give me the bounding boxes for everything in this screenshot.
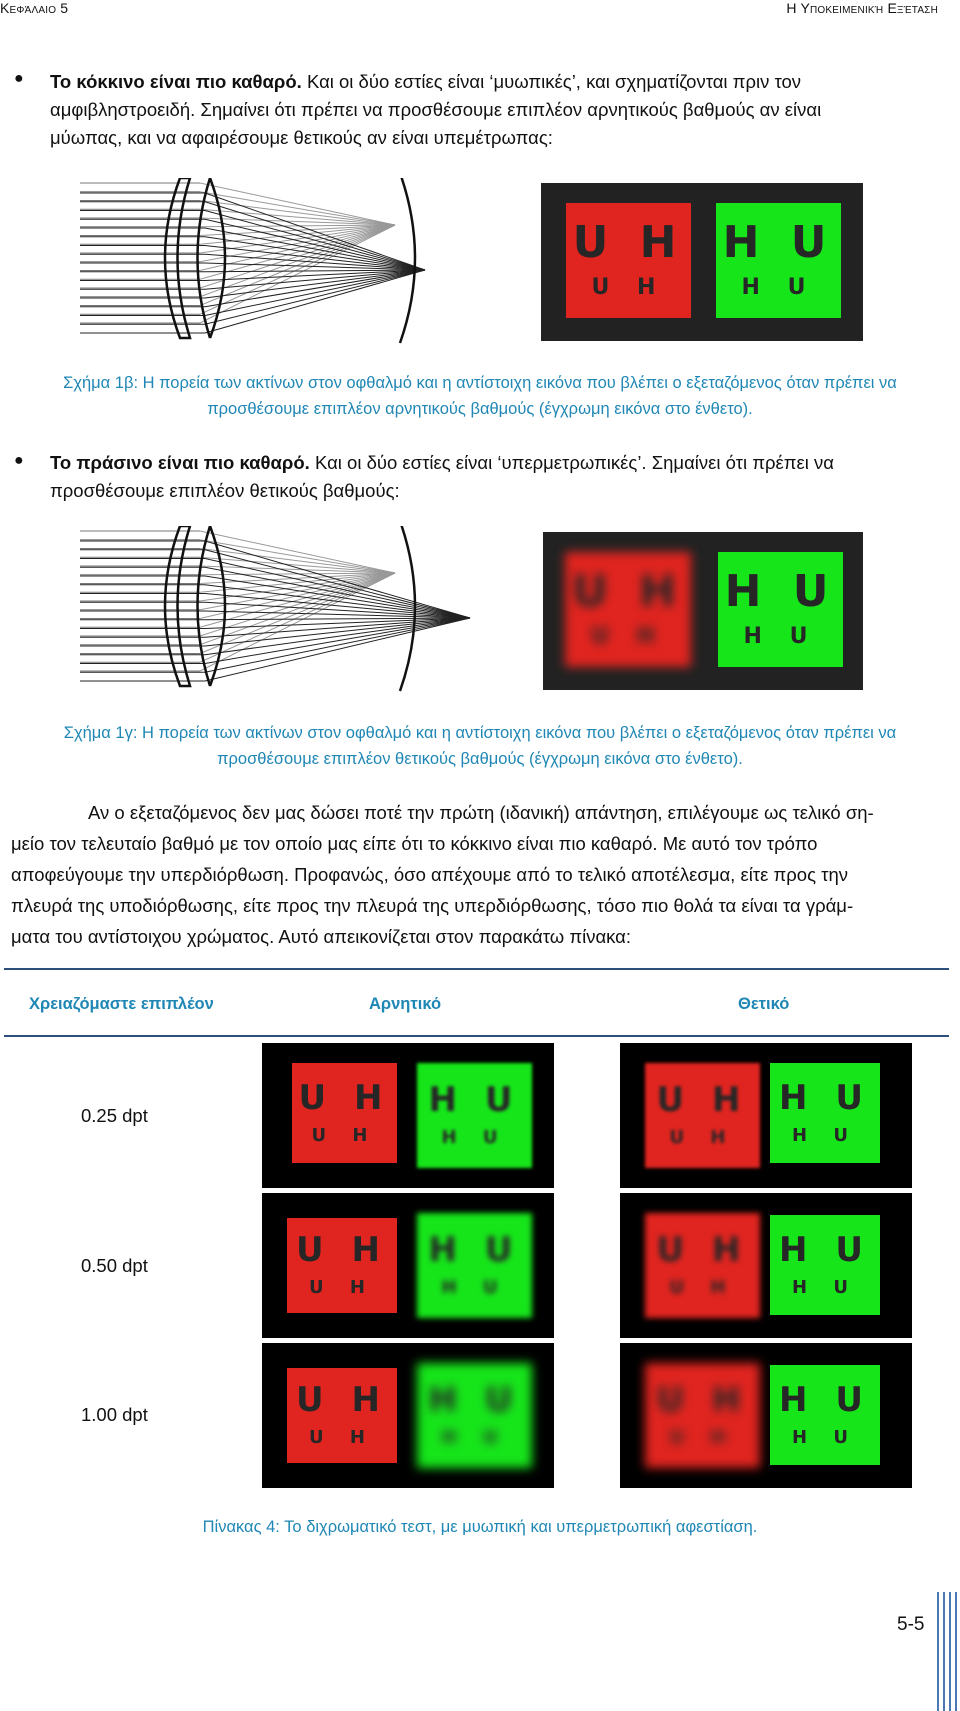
red-big-letters: U H — [656, 1230, 749, 1270]
table-header-rule — [4, 1035, 949, 1037]
body-paragraph — [11, 797, 941, 952]
body-line: μείο τον τελευταίο βαθμό με τον οποίο μας είπε ότι το κόκκινο είναι πιο καθαρό. Με αυτό τον τρόπο — [11, 833, 818, 854]
bullet-2-line1: Και οι δύο εστίες είναι ‘υπερμετρωπικές’. Σημαίνει ότι πρέπει να — [309, 452, 834, 473]
red-big-letters: U H — [296, 1380, 388, 1420]
green-big-letters: H U — [428, 1380, 521, 1420]
green-big-letters: H U — [428, 1080, 521, 1120]
red-small-letters: U H — [309, 1277, 375, 1298]
bullet-1-line3: μύωπας, και να αφαιρέσουμε θετικούς αν είναι υπεμέτρωπας: — [50, 127, 553, 148]
green-square — [716, 203, 841, 318]
row-label-050: 0.50 dpt — [81, 1255, 148, 1276]
margin-bar — [937, 1592, 939, 1711]
red-big-letters: U H — [298, 1077, 391, 1118]
green-square-blurred — [417, 1213, 532, 1318]
table-caption: Πίνακας 4: Το διχρωματικό τεστ, με μυωπική και υπερμετρωπική αφεστίαση. — [202, 1518, 758, 1536]
figure-1-caption-line1: Σχήμα 1β: Η πορεία των ακτίνων στον οφθαλμό και η αντίστοιχη εικόνα που βλέπει ο εξεταζόμενος όταν πρέπει να — [63, 374, 897, 392]
figure-2-caption-line1: Σχήμα 1γ: Η πορεία των ακτίνων στον οφθαλμό και η αντίστοιχη εικόνα που βλέπει ο εξεταζόμενος όταν πρέπει να — [63, 724, 897, 742]
red-small-letters: U H — [669, 1127, 736, 1148]
chart-positive-025 — [620, 1043, 912, 1188]
ray-diagram-myopic — [80, 178, 470, 350]
margin-bar — [943, 1592, 945, 1711]
green-big-letters: H U — [428, 1230, 521, 1270]
red-square — [566, 203, 691, 318]
chart-positive-100 — [620, 1343, 912, 1488]
green-square-blurred — [417, 1363, 532, 1468]
green-big-letters: H U — [779, 1379, 871, 1420]
bullet-2-bold: Το πράσινο είναι πιο καθαρό. — [50, 452, 310, 473]
green-big-letters: H U — [722, 217, 835, 268]
red-small-letters: U H — [309, 1427, 375, 1448]
figure-1-caption-line2: προσθέσουμε επιπλέον αρνητικούς βαθμούς (έγχρωμη εικόνα στο ένθετο). — [207, 400, 753, 418]
bullet-2-text — [50, 449, 930, 505]
body-line: πλευρά της υποδιόρθωσης, είτε προς την πλευρά της υπερδιόρθωσης, τόσο πιο θολά τα είναι τα γράμ- — [11, 895, 854, 916]
bullet-1-text — [50, 68, 930, 152]
red-small-letters: U H — [669, 1277, 736, 1298]
figure-1-caption — [0, 370, 960, 422]
body-line: ματα του αντίστοιχου χρώματος. Αυτό απεικονίζεται στον παρακάτω πίνακα: — [11, 926, 632, 947]
green-small-letters: H U — [792, 1276, 858, 1298]
red-square — [287, 1368, 397, 1463]
green-square — [770, 1063, 880, 1163]
red-big-letters: U H — [296, 1230, 388, 1270]
red-square-blurred — [645, 1213, 760, 1318]
chart-negative-050 — [262, 1193, 554, 1338]
table-header-negative: Αρνητικό — [369, 995, 442, 1013]
green-big-letters: H U — [779, 1229, 871, 1270]
running-header-left: Κεφάλαιο 5 — [0, 0, 69, 16]
red-square-blurred — [645, 1063, 760, 1168]
green-small-letters: H U — [792, 1124, 858, 1146]
green-square — [770, 1215, 880, 1315]
figure-2-caption-line2: προσθέσουμε επιπλέον θετικούς βαθμούς (έγχρωμη εικόνα στο ένθετο). — [217, 750, 743, 768]
green-small-letters: H U — [441, 1127, 508, 1148]
green-small-letters: H U — [743, 624, 818, 649]
bullet-2-line2: προσθέσουμε επιπλέον θετικούς βαθμούς: — [50, 480, 400, 501]
margin-bar — [949, 1592, 951, 1711]
row-label-025: 0.25 dpt — [81, 1105, 148, 1126]
red-big-letters: U H — [656, 1380, 749, 1420]
red-small-letters: U H — [591, 624, 665, 649]
bullet-1-line1: Και οι δύο εστίες είναι ‘μυωπικές’, και σχηματίζονται πριν τον — [301, 71, 802, 92]
green-big-letters: H U — [779, 1077, 871, 1118]
ray-diagram-hyperopic — [80, 526, 520, 696]
red-square-blurred — [645, 1363, 760, 1468]
green-small-letters: H U — [441, 1277, 508, 1298]
red-big-letters: U H — [572, 566, 684, 617]
red-small-letters: U H — [591, 275, 666, 300]
table-top-rule — [4, 968, 949, 970]
figure-2-caption — [0, 720, 960, 772]
chart-panel-myopic — [541, 183, 863, 341]
chart-negative-025 — [262, 1043, 554, 1188]
bullet-marker: ● — [14, 452, 24, 469]
running-header-right: Η Υποκειμενική Εξέταση — [786, 0, 938, 16]
chart-positive-050 — [620, 1193, 912, 1338]
red-big-letters: U H — [656, 1080, 749, 1120]
red-square-blurred — [565, 552, 691, 667]
chart-negative-100 — [262, 1343, 554, 1488]
row-label-100: 1.00 dpt — [81, 1404, 148, 1425]
red-big-letters: U H — [572, 217, 685, 268]
green-small-letters: H U — [741, 275, 816, 300]
bullet-marker: ● — [14, 70, 24, 87]
bullet-1-line2: αμφιβληστροειδή. Σημαίνει ότι πρέπει να προσθέσουμε επιπλέον αρνητικούς βαθμούς αν είναι — [50, 99, 822, 120]
green-small-letters: H U — [792, 1426, 858, 1448]
margin-bar — [955, 1592, 957, 1711]
green-square — [770, 1365, 880, 1465]
green-big-letters: H U — [724, 566, 837, 617]
green-small-letters: H U — [441, 1427, 508, 1448]
body-line: Αν ο εξεταζόμενος δεν μας δώσει ποτέ την πρώτη (ιδανική) απάντηση, επιλέγουμε ως τελικό ση- — [88, 802, 874, 823]
table-header-label: Χρειαζόμαστε επιπλέον — [29, 995, 214, 1013]
red-square — [287, 1218, 397, 1313]
table-header-positive: Θετικό — [738, 995, 790, 1013]
page-number: 5-5 — [897, 1614, 925, 1635]
green-square — [718, 552, 843, 667]
chart-panel-hyperopic — [543, 532, 863, 690]
bullet-1-bold: Το κόκκινο είναι πιο καθαρό. — [50, 71, 302, 92]
body-line: αποφεύγουμε την υπερδιόρθωση. Προφανώς, όσο απέχουμε από το τελικό αποτέλεσμα, είτε προς την — [11, 864, 848, 885]
green-square-blurred — [417, 1063, 532, 1168]
red-small-letters: U H — [311, 1124, 378, 1146]
red-small-letters: U H — [669, 1427, 736, 1448]
red-square — [292, 1063, 397, 1163]
